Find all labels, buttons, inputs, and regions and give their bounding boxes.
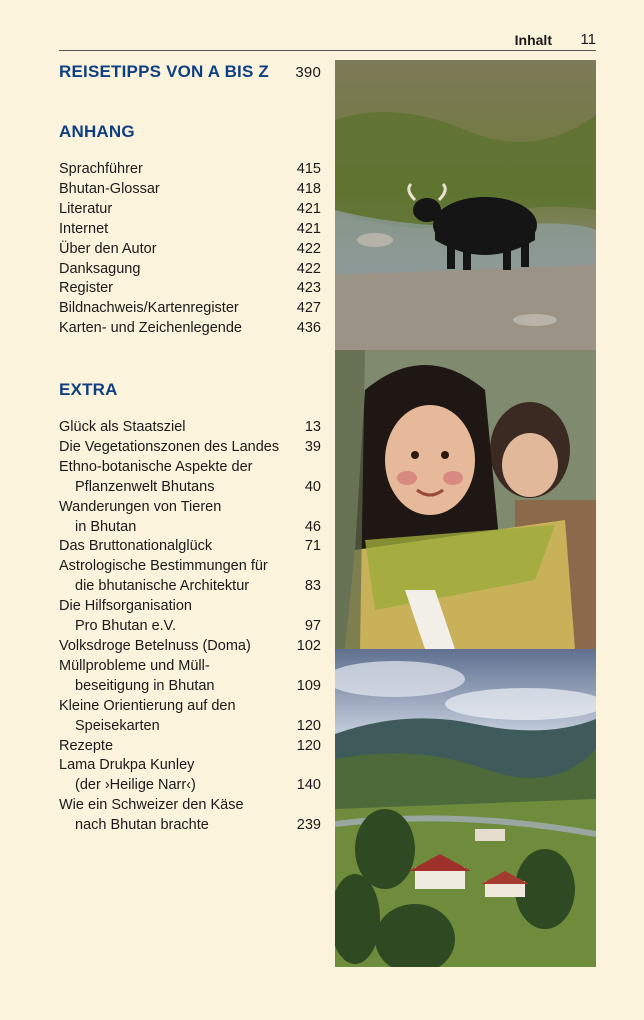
toc-entry-title-continuation: (der ›Heilige Narr‹) xyxy=(75,777,196,794)
toc-entry-title xyxy=(59,200,112,220)
toc-entry-title xyxy=(59,438,279,458)
toc-entry-title-continuation: Speisekarten xyxy=(75,717,160,734)
toc-page: 140 xyxy=(296,777,321,794)
table-of-contents xyxy=(59,58,321,834)
toc-entry-title-line: Literatur xyxy=(59,200,113,217)
toc-entry-title xyxy=(59,657,214,697)
page-header xyxy=(59,28,596,51)
toc-entry-title-line: Internet xyxy=(59,220,109,237)
toc-page: 120 xyxy=(296,737,321,754)
toc-entry-title-line: Das Bruttonationalglück xyxy=(59,538,213,555)
toc-entry[interactable] xyxy=(59,299,321,319)
toc-entry-title-line: Karten- und Zeichenlegende xyxy=(59,320,242,337)
toc-entry[interactable] xyxy=(59,657,321,697)
toc-entry[interactable] xyxy=(59,279,321,299)
toc-entry-title-continuation: beseitigung in Bhutan xyxy=(75,677,215,694)
toc-entry-title-line: Astrologische Bestimmungen für xyxy=(59,558,268,575)
toc-entry-title-line: Müllprobleme und Müll- xyxy=(59,657,210,674)
toc-entry[interactable] xyxy=(59,597,321,637)
toc-entry[interactable] xyxy=(59,537,321,557)
toc-page: 40 xyxy=(304,478,321,495)
toc-entry-title xyxy=(59,299,239,319)
toc-entry-title-line: Bildnachweis/Kartenregister xyxy=(59,300,239,317)
toc-entry-title-line: Die Vegetationszonen des Landes xyxy=(59,438,280,455)
toc-entry-title-line: Wanderungen von Tieren xyxy=(59,498,222,515)
toc-entry[interactable] xyxy=(59,737,321,757)
toc-entry-title xyxy=(59,737,113,757)
toc-entry-title-line: Volksdroge Betelnuss (Doma) xyxy=(59,637,251,654)
toc-entry-title xyxy=(59,756,196,796)
toc-entry-title-line: Glück als Staatsziel xyxy=(59,419,186,435)
toc-entry-title-line: Danksagung xyxy=(59,260,141,277)
toc-entry[interactable] xyxy=(59,458,321,498)
toc-page: 418 xyxy=(296,180,321,197)
toc-entry[interactable] xyxy=(59,160,321,180)
toc-page: 415 xyxy=(296,161,321,177)
toc-entry[interactable] xyxy=(59,796,321,836)
toc-entry-title xyxy=(59,418,186,438)
toc-page: 46 xyxy=(304,518,321,535)
toc-entry-title-line: Bhutan-Glossar xyxy=(59,180,160,197)
toc-page: 13 xyxy=(304,419,321,435)
toc-page: 97 xyxy=(304,618,321,635)
toc-entry[interactable] xyxy=(59,180,321,200)
toc-entry-title xyxy=(59,597,192,637)
toc-page: 421 xyxy=(296,220,321,237)
valley-photo xyxy=(335,649,596,967)
toc-entry-title-line: Register xyxy=(59,280,113,297)
toc-entry-title xyxy=(59,160,143,180)
toc-entry[interactable] xyxy=(59,438,321,458)
toc-heading-reisetipps[interactable]: REISETIPPS VON A BIS Z 390 xyxy=(59,58,321,86)
toc-page: 102 xyxy=(296,637,321,654)
toc-entry[interactable] xyxy=(59,498,321,538)
toc-page: 71 xyxy=(304,538,321,555)
toc-entry-title xyxy=(59,796,244,836)
toc-entry-title-line: Die Hilfsorganisation xyxy=(59,598,192,615)
extra-list xyxy=(59,418,321,836)
toc-entry-title xyxy=(59,498,221,538)
anhang-list xyxy=(59,160,321,339)
toc-entry-title xyxy=(59,319,242,339)
toc-page: 422 xyxy=(296,240,321,257)
toc-entry-title-continuation: die bhutanische Architektur xyxy=(75,578,250,595)
toc-entry-title-line: Sprachführer xyxy=(59,161,143,177)
toc-entry[interactable] xyxy=(59,260,321,280)
children-photo xyxy=(335,350,596,649)
toc-page: 239 xyxy=(296,817,321,834)
yak-photo xyxy=(335,60,596,350)
toc-page: 39 xyxy=(304,438,321,455)
toc-entry[interactable] xyxy=(59,557,321,597)
toc-section-extra xyxy=(59,376,321,836)
toc-entry[interactable] xyxy=(59,637,321,657)
toc-entry-title xyxy=(59,220,108,240)
toc-entry-title-line: Lama Drukpa Kunley xyxy=(59,757,195,774)
toc-page: 423 xyxy=(296,280,321,297)
toc-page: 436 xyxy=(296,320,321,337)
toc-entry-title xyxy=(59,537,212,557)
section-title: Inhalt xyxy=(514,32,552,48)
toc-page: 109 xyxy=(296,677,321,694)
toc-page: 422 xyxy=(296,260,321,277)
toc-entry-title xyxy=(59,279,113,299)
toc-entry[interactable] xyxy=(59,697,321,737)
toc-entry-title xyxy=(59,458,252,498)
toc-entry-title-continuation: in Bhutan xyxy=(75,518,137,535)
toc-heading-anhang: ANHANG xyxy=(59,122,135,141)
toc-entry-title-line: Ethno-botanische Aspekte der xyxy=(59,458,253,475)
toc-entry-title-line: Rezepte xyxy=(59,737,114,754)
toc-entry-title xyxy=(59,240,157,260)
toc-entry-title xyxy=(59,180,160,200)
toc-page: 120 xyxy=(296,717,321,734)
toc-entry[interactable] xyxy=(59,200,321,220)
toc-entry-title xyxy=(59,260,140,280)
page-number: 11 xyxy=(580,31,596,48)
toc-entry-title-continuation: Pro Bhutan e.V. xyxy=(75,618,177,635)
toc-entry[interactable] xyxy=(59,240,321,260)
toc-section-anhang xyxy=(59,118,321,339)
toc-page: 83 xyxy=(304,578,321,595)
toc-page: 421 xyxy=(296,200,321,217)
toc-entry[interactable] xyxy=(59,756,321,796)
toc-entry-title-line: Kleine Orientierung auf den xyxy=(59,697,236,714)
toc-page: 390 xyxy=(295,64,321,81)
toc-entry[interactable] xyxy=(59,319,321,339)
toc-entry-title-line: Über den Autor xyxy=(59,240,157,257)
toc-page: 427 xyxy=(296,300,321,317)
toc-entry-title xyxy=(59,637,251,657)
toc-entry-title-continuation: Pflanzenwelt Bhutans xyxy=(75,478,215,495)
toc-entry-title-line: Wie ein Schweizer den Käse xyxy=(59,797,244,814)
toc-entry-title xyxy=(59,697,236,737)
photo-column xyxy=(335,60,596,967)
toc-entry[interactable] xyxy=(59,418,321,438)
toc-heading-extra: EXTRA xyxy=(59,380,118,399)
toc-entry[interactable] xyxy=(59,220,321,240)
toc-entry-title xyxy=(59,557,268,597)
toc-entry-title-continuation: nach Bhutan brachte xyxy=(75,817,209,834)
